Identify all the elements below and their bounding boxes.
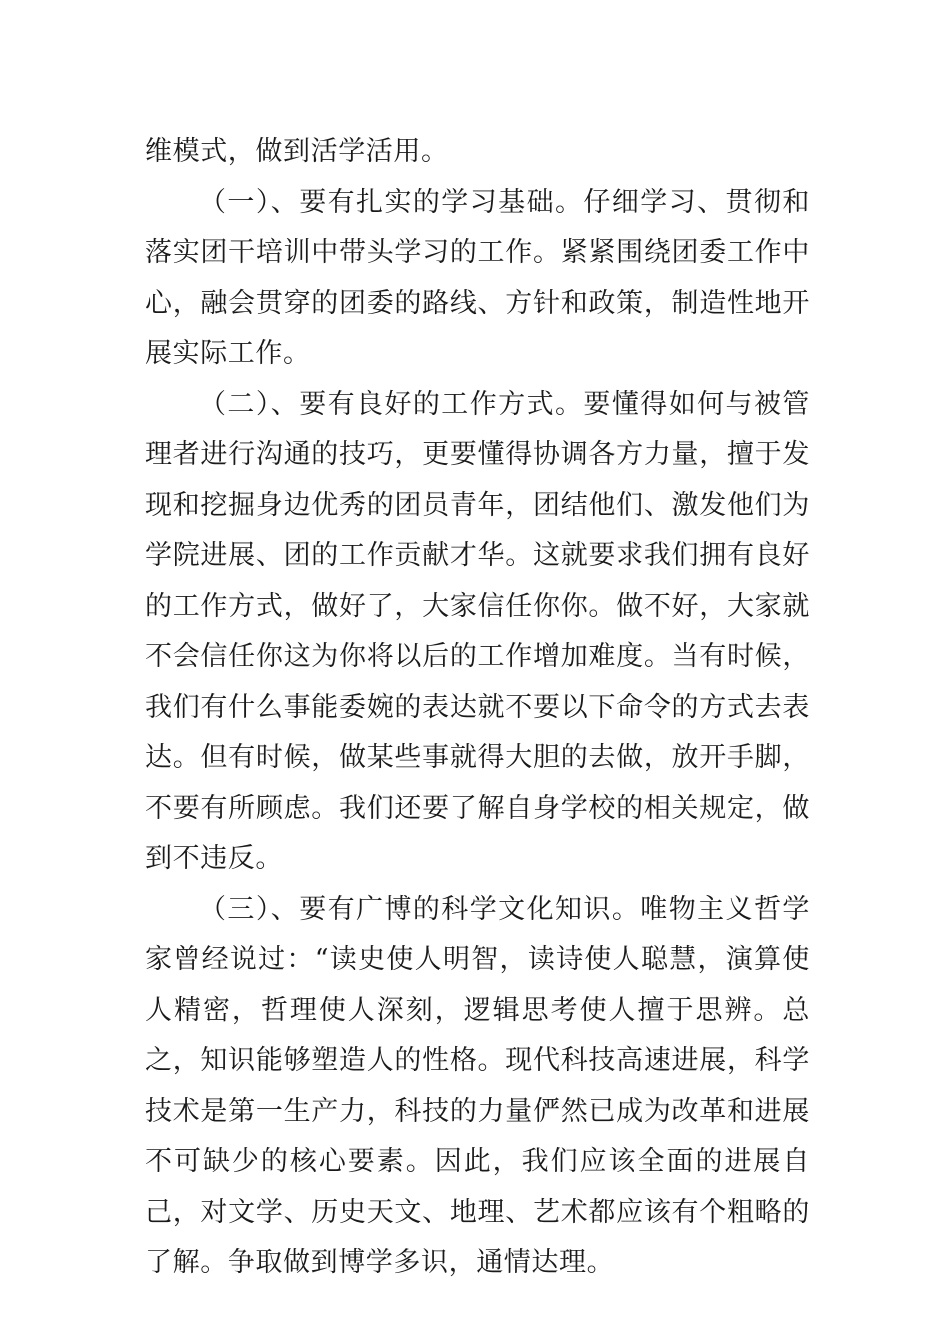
paragraph-section-1: （一）、要有扎实的学习基础。仔细学习、贯彻和落实团干培训中带头学习的工作。紧紧围绕团委工作中心，融会贯穿的团委的路线、方针和政策，制造性地开展实际工作。 [145, 186, 810, 369]
paragraph-section-3: （三）、要有广博的科学文化知识。唯物主义哲学家曾经说过：“读史使人明智，读诗使人聪慧，演算使人精密，哲理使人深刻，逻辑思考使人擅于思辨。总之，知识能够塑造人的性格。现代科技高速进展，科学技术是第一生产力，科技的力量俨然已成为改革和进展不可缺少的核心要素。因此，我们应该全面的进展自己，对文学、历史天文、地理、艺术都应该有个粗略的了解。争取做到博学多识，通情达理。 [145, 893, 810, 1278]
paragraph-section-2: （二）、要有良好的工作方式。要懂得如何与被管理者进行沟通的技巧，更要懂得协调各方力量，擅于发现和挖掘身边优秀的团员青年，团结他们、激发他们为学院进展、团的工作贡献才华。这就要求我们拥有良好的工作方式，做好了，大家信任你你。做不好，大家就不会信任你这为你将以后的工作增加难度。当有时候，我们有什么事能委婉的表达就不要以下命令的方式去表达。但有时候，做某些事就得大胆的去做，放开手脚，不要有所顾虑。我们还要了解自身学校的相关规定，做到不违反。 [145, 388, 810, 874]
paragraph-continuation: 维模式，做到活学活用。 [145, 136, 449, 167]
document-body [145, 127, 810, 1289]
